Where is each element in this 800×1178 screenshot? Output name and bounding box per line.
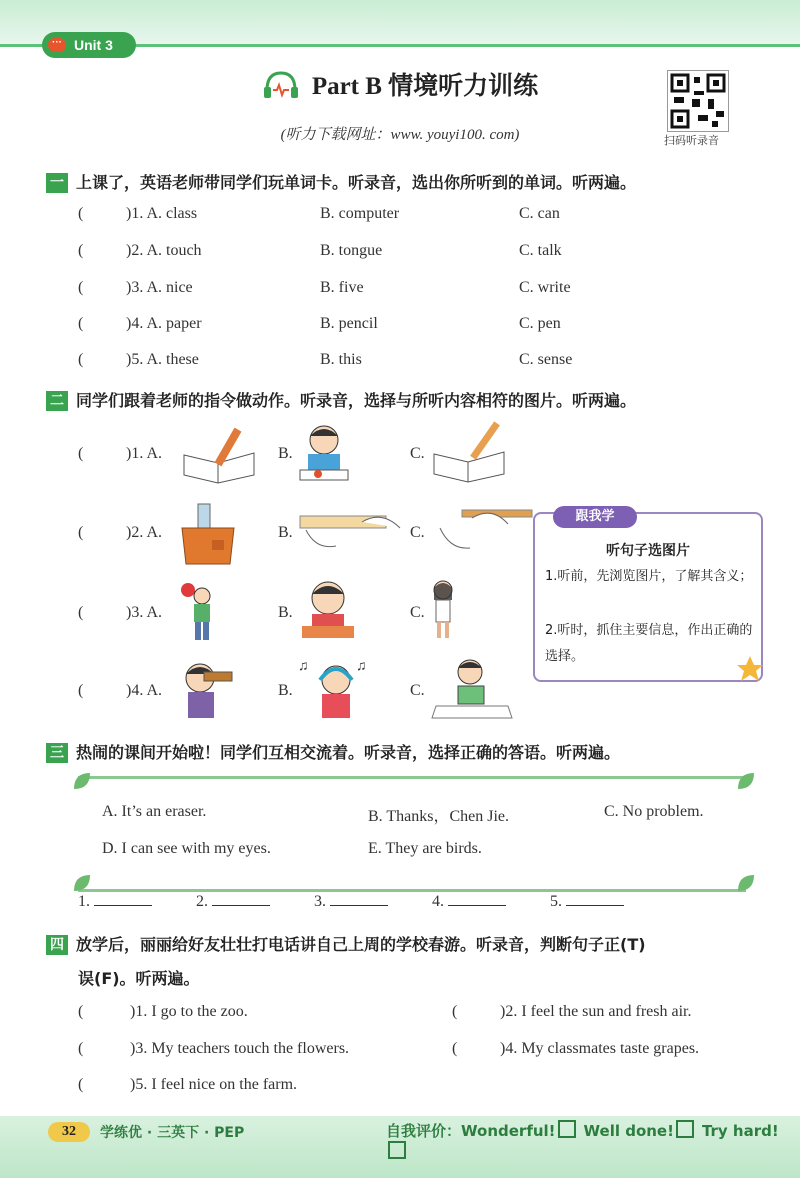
boy-with-balloon-picture (180, 580, 220, 644)
section-3-heading: 三 热闹的课间开始啦！同学们互相交流着。听录音，选择正确的答语。听两遍。 (46, 740, 620, 763)
answer-paren[interactable]: ( (78, 604, 84, 621)
answer-blank-2[interactable]: 2. (196, 893, 270, 911)
dots-icon: ··· (48, 38, 66, 52)
item-number: )5. A. these (126, 351, 199, 368)
item-number: )1. A. class (126, 205, 198, 222)
tip-title: 听句子选图片 (606, 543, 690, 559)
answer-paren[interactable]: ( (78, 242, 84, 259)
tip-point-1: 1.听前，先浏览图片，了解其含义； (545, 569, 753, 584)
statement-1: )1. I go to the zoo. (130, 1003, 248, 1020)
answer-paren[interactable]: ( (452, 1040, 458, 1057)
answer-paren[interactable]: ( (78, 445, 84, 462)
option-c-label: C. (410, 445, 425, 462)
answer-blank-5[interactable]: 5. (550, 893, 624, 911)
statement-4: )4. My classmates taste grapes. (500, 1040, 700, 1057)
leaf-icon (70, 871, 94, 895)
boy-reading-picture (430, 656, 514, 720)
section-1-heading: 一 上课了，英语老师带同学们玩单词卡。听录音，选出你所听到的单词。听两遍。 (46, 170, 636, 193)
option-a: A. It’s an eraser. (102, 803, 207, 820)
answer-paren[interactable]: ( (78, 682, 84, 699)
tip-box (533, 509, 763, 682)
statement-2: )2. I feel the sun and fresh air. (500, 1003, 692, 1020)
option-c: C. No problem. (604, 803, 704, 820)
answer-paren[interactable]: ( (78, 1040, 84, 1057)
option-b-label: B. (278, 445, 293, 462)
svg-text:♫: ♫ (298, 659, 309, 674)
item-number: )4. A. (126, 682, 162, 699)
leaf-icon (734, 769, 758, 793)
option-c-label: C. (410, 524, 425, 541)
statement-5: )5. I feel nice on the farm. (130, 1076, 298, 1093)
item-number: )2. A. touch (126, 242, 202, 259)
qr-code[interactable] (667, 70, 729, 132)
item-number: )3. A. (126, 604, 162, 621)
option-c: C. write (519, 279, 571, 296)
tip-badge: 跟我学 (553, 506, 637, 528)
option-b-label: B. (278, 524, 293, 541)
option-b: B. five (320, 279, 364, 296)
svg-text:♫: ♫ (356, 659, 367, 674)
child-writing-picture (298, 422, 350, 484)
tip-point-2: 2.听时，抓住主要信息，作出正确的选择。 (545, 623, 753, 664)
star-icon (735, 654, 765, 684)
self-evaluation: 自我评价：Wonderful! Well done! Try hard! (386, 1120, 800, 1161)
unit-badge: ··· Unit 3 (42, 32, 136, 58)
answer-paren[interactable]: ( (78, 524, 84, 541)
girl-standing-picture (428, 578, 458, 642)
item-number: )3. A. nice (126, 279, 193, 296)
answer-paren[interactable]: ( (78, 1076, 84, 1093)
option-b: B. pencil (320, 315, 378, 332)
answer-paren[interactable]: ( (78, 315, 84, 332)
answer-paren[interactable]: ( (78, 279, 84, 296)
option-c: C. can (519, 205, 560, 222)
ruler-hands-picture (296, 506, 406, 552)
option-c: C. sense (519, 351, 573, 368)
pencil-hands-picture (432, 506, 536, 556)
answer-paren[interactable]: ( (78, 351, 84, 368)
option-b: B. Thanks，Chen Jie. (368, 808, 510, 825)
leaf-icon (734, 871, 758, 895)
book-pencil-picture (430, 420, 510, 484)
wonderful-checkbox[interactable] (558, 1120, 576, 1138)
option-c: C. pen (519, 315, 561, 332)
option-e: E. They are birds. (368, 840, 482, 857)
option-b-label: B. (278, 682, 293, 699)
girl-at-desk-picture (298, 578, 358, 642)
answer-blank-1[interactable]: 1. (78, 893, 152, 911)
section-2-heading: 二 同学们跟着老师的指令做动作。听录音，选择与所听内容相符的图片。听两遍。 (46, 388, 636, 411)
item-number: )2. A. (126, 524, 162, 541)
item-number: )1. A. (126, 445, 162, 462)
answer-paren[interactable]: ( (78, 1003, 84, 1020)
item-number: )4. A. paper (126, 315, 202, 332)
girl-with-headphones-picture (296, 656, 376, 720)
try-hard-checkbox[interactable] (388, 1141, 406, 1159)
well-done-checkbox[interactable] (676, 1120, 694, 1138)
book-title: 学练优 · 三英下 · PEP (100, 1125, 245, 1141)
headphones-icon (262, 70, 300, 100)
boy-with-telescope-picture (180, 660, 236, 720)
page-number: 32 (48, 1122, 90, 1142)
answer-blank-4[interactable]: 4. (432, 893, 506, 911)
option-c: C. talk (519, 242, 562, 259)
option-b: B. tongue (320, 242, 383, 259)
section-4-heading-cont: 误(F)。听两遍。 (78, 969, 200, 988)
option-b: B. this (320, 351, 362, 368)
option-c-label: C. (410, 682, 425, 699)
option-c-label: C. (410, 604, 425, 621)
statement-3: )3. My teachers touch the flowers. (130, 1040, 350, 1057)
option-b-label: B. (278, 604, 293, 621)
leaf-icon (70, 769, 94, 793)
book-pencil-picture (180, 425, 260, 485)
answer-paren[interactable]: ( (452, 1003, 458, 1020)
answer-blank-3[interactable]: 3. (314, 893, 388, 911)
section-4-heading: 四 放学后，丽丽给好友壮壮打电话讲自己上周的学校春游。听录音，判断句子正(T) (46, 932, 646, 955)
option-d: D. I can see with my eyes. (102, 840, 271, 857)
answer-options-box (78, 776, 746, 892)
pencil-case-picture (178, 502, 238, 566)
page-title: Part B 情境听力训练 (0, 66, 800, 102)
answer-paren[interactable]: ( (78, 205, 84, 222)
option-b: B. computer (320, 205, 400, 222)
qr-caption: 扫码听录音 (664, 134, 719, 147)
download-url: (听力下载网址：www. youyi100. com) (280, 127, 520, 143)
